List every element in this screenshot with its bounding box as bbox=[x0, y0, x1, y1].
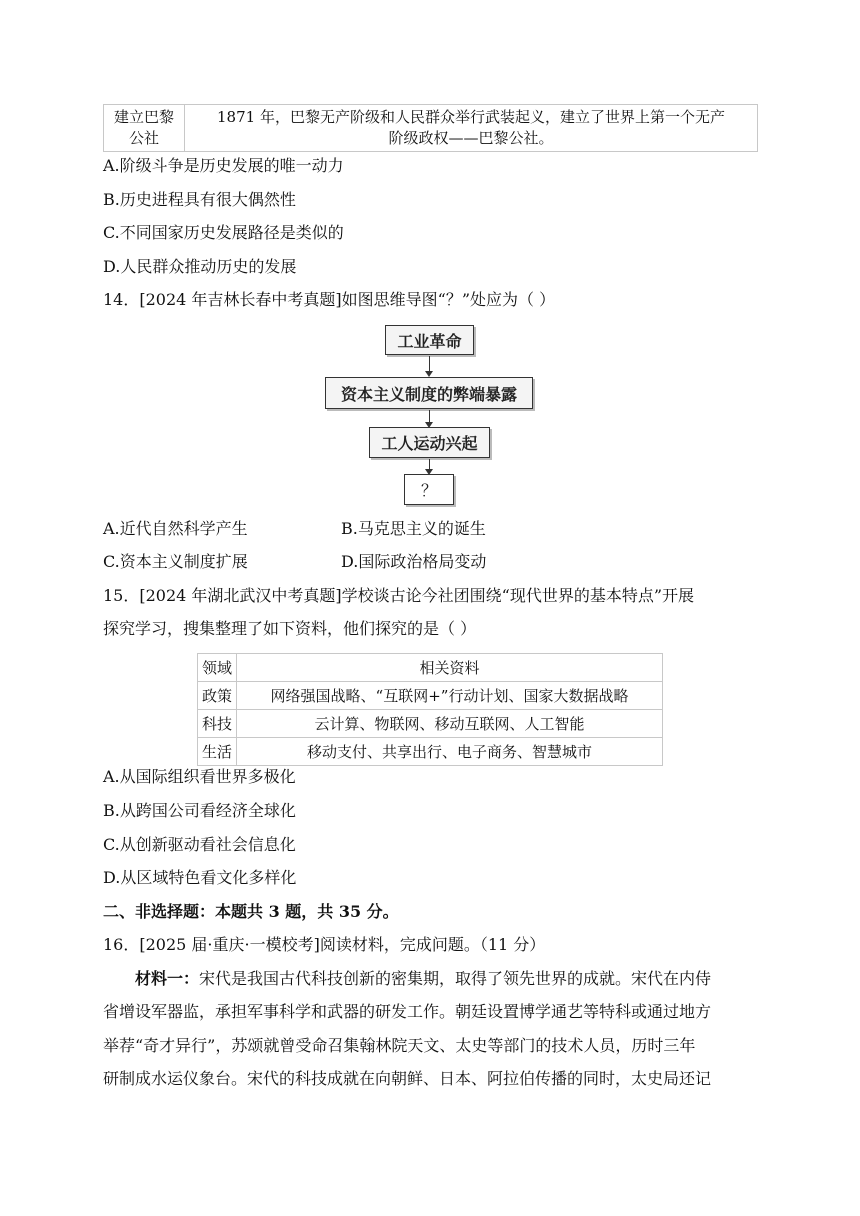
option-b: B.历史进程具有很大偶然性 bbox=[103, 190, 296, 209]
table-cell: 云计算、物联网、移动互联网、人工智能 bbox=[237, 710, 663, 738]
option-c: C.从创新驱动看社会信息化 bbox=[103, 835, 296, 854]
question-15-stem-continued: 探究学习，搜集整理了如下资料，他们探究的是（ ） bbox=[103, 619, 477, 638]
table-cell-text: 公社 bbox=[128, 129, 159, 147]
question-16-stem: 16．[2025 届·重庆·一模校考]阅读材料，完成问题。（11 分） bbox=[103, 935, 546, 954]
flow-box-workers-movement: 工人运动兴起 bbox=[369, 427, 490, 458]
flow-box-capitalism-flaws: 资本主义制度的弊端暴露 bbox=[325, 377, 533, 409]
option-a: A.阶级斗争是历史发展的唯一动力 bbox=[103, 156, 344, 175]
option-b: B.从跨国公司看经济全球化 bbox=[103, 801, 296, 820]
material-text-line: 研制成水运仪象台。宋代的科技成就在向朝鲜、日本、阿拉伯传播的同时，太史局还记 bbox=[103, 1069, 712, 1088]
table-row bbox=[198, 710, 663, 738]
table-cell-title bbox=[104, 105, 185, 151]
table-cell: 网络强国战略、“互联网+”行动计划、国家大数据战略 bbox=[237, 682, 663, 710]
table-cell: 移动支付、共享出行、电子商务、智慧城市 bbox=[237, 738, 663, 766]
option-c: C.不同国家历史发展路径是类似的 bbox=[103, 223, 344, 242]
option-b: B.马克思主义的诞生 bbox=[341, 519, 486, 538]
flow-box-question-mark: ？ bbox=[404, 474, 454, 505]
table-cell-description bbox=[185, 105, 757, 151]
table-cell: 政策 bbox=[198, 682, 237, 710]
table-row bbox=[198, 682, 663, 710]
table-cell-text: 建立巴黎 bbox=[113, 108, 174, 126]
option-d: D.从区域特色看文化多样化 bbox=[103, 868, 297, 887]
paris-commune-table bbox=[103, 104, 758, 152]
table-row bbox=[198, 738, 663, 766]
table-cell: 科技 bbox=[198, 710, 237, 738]
question-15-stem: 15．[2024 年湖北武汉中考真题]学校谈古论今社团围绕“现代世界的基本特点”开展 bbox=[103, 586, 695, 605]
material-text: 宋代是我国古代科技创新的密集期，取得了领先世界的成就。宋代在内侍 bbox=[199, 969, 712, 988]
flow-arrow bbox=[429, 356, 430, 375]
option-a: A.近代自然科学产生 bbox=[103, 519, 248, 538]
table-header-cell: 相关资料 bbox=[237, 654, 663, 682]
material-text-line: 举荐“奇才异行”，苏颂就曾受命召集翰林院天文、太史等部门的技术人员，历时三年 bbox=[103, 1036, 696, 1055]
table-cell: 生活 bbox=[198, 738, 237, 766]
modern-world-table bbox=[197, 653, 663, 766]
flow-arrow bbox=[429, 410, 430, 426]
material-label: 材料一： bbox=[135, 969, 200, 988]
option-a: A.从国际组织看世界多极化 bbox=[103, 767, 296, 786]
material-paragraph bbox=[135, 968, 711, 990]
table-header-row bbox=[198, 654, 663, 682]
material-text-line: 省增设军器监，承担军事科学和武器的研发工作。朝廷设置博学通艺等特科或通过地方 bbox=[103, 1002, 712, 1021]
option-d: D.国际政治格局变动 bbox=[341, 552, 487, 571]
table-header-cell: 领域 bbox=[198, 654, 237, 682]
option-c: C.资本主义制度扩展 bbox=[103, 552, 248, 571]
option-d: D.人民群众推动历史的发展 bbox=[103, 257, 297, 276]
table-cell-text: 1871 年，巴黎无产阶级和人民群众举行武装起义，建立了世界上第一个无产 bbox=[217, 108, 725, 126]
flow-arrow bbox=[429, 459, 430, 473]
section-heading: 二、非选择题：本题共 3 题，共 35 分。 bbox=[103, 902, 399, 921]
table-cell-text: 阶级政权——巴黎公社。 bbox=[388, 129, 554, 147]
flow-box-industrial-revolution: 工业革命 bbox=[385, 325, 474, 355]
question-14-stem: 14．[2024 年吉林长春中考真题]如图思维导图“？”处应为（ ） bbox=[103, 290, 556, 309]
